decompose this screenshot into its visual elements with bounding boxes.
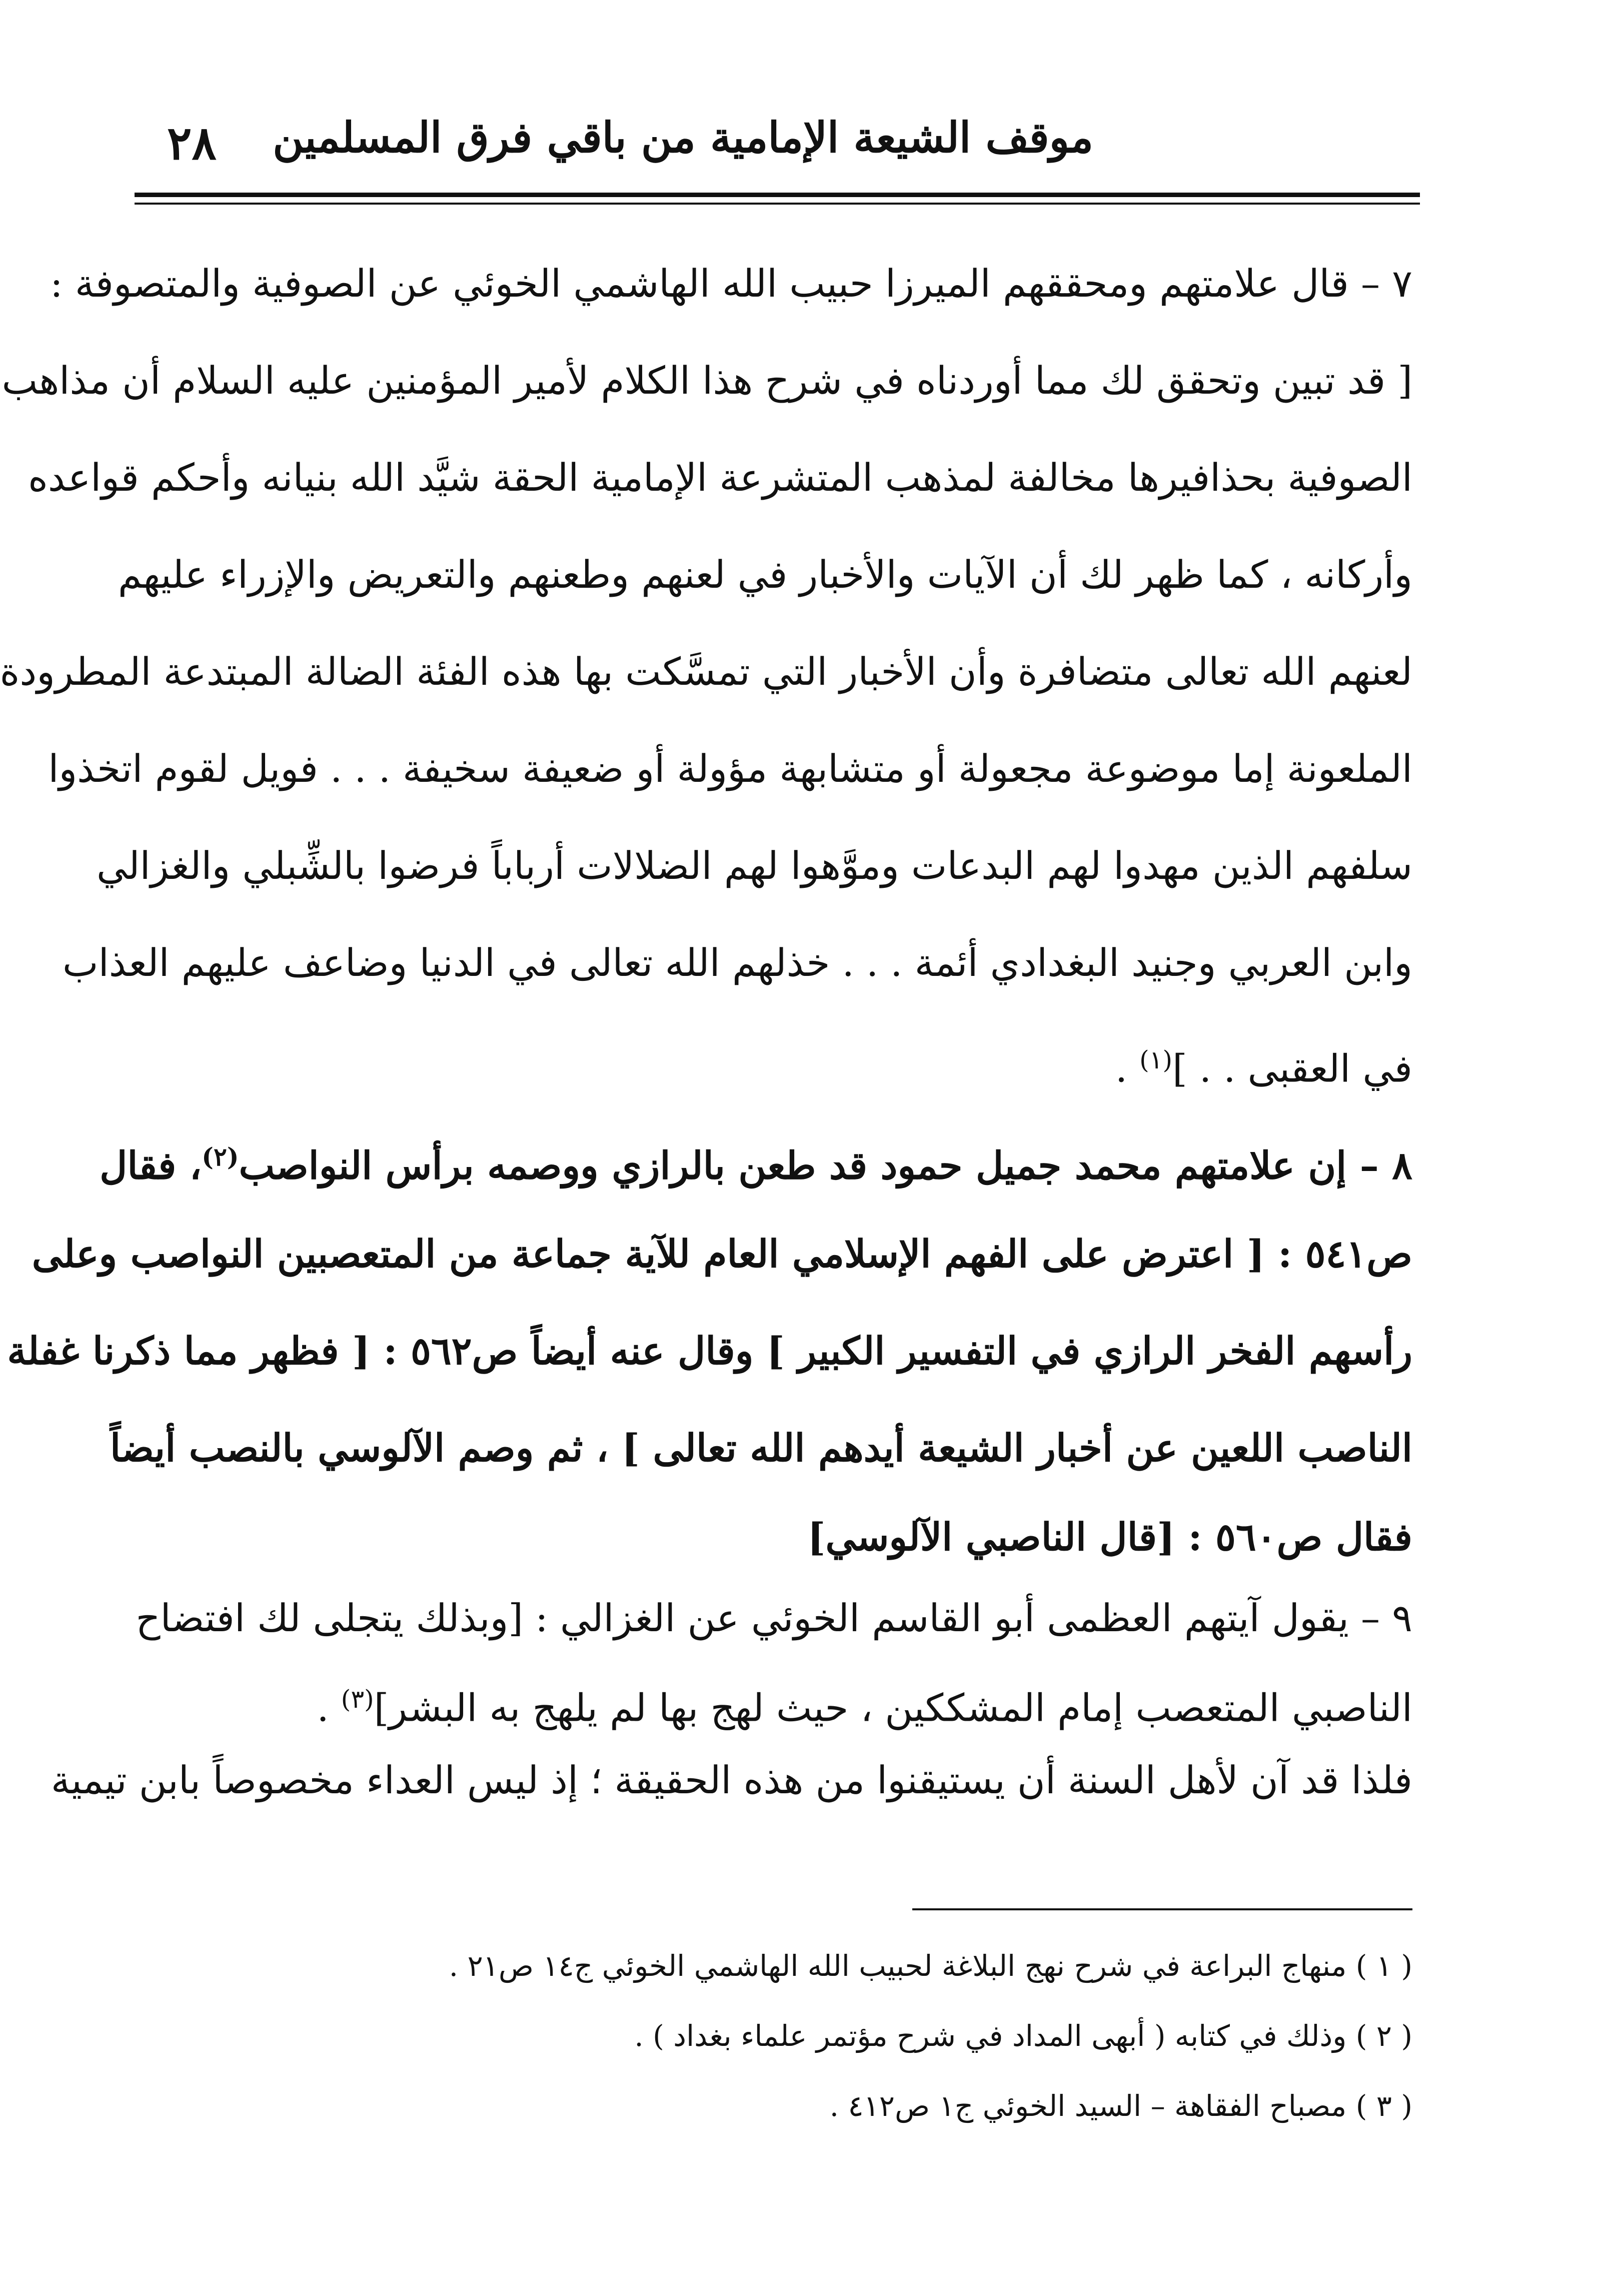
footnote-1: ( ١ ) منهاج البراعة في شرح نهج البلاغة لحبيب الله الهاشمي الخوئي ج١٤ ص٢١ . — [449, 1949, 1412, 1983]
running-title: موقف الشيعة الإمامية من باقي فرق المسلمين — [273, 113, 1093, 162]
text-line: الملعونة إما موضوعة مجعولة أو متشابهة مؤولة أو ضعيفة سخيفة . . . فويل لقوم اتخذوا — [48, 746, 1412, 791]
period: . — [1115, 1046, 1127, 1091]
period: . — [317, 1685, 329, 1730]
text-line: وأركانه ، كما ظهر لك أن الآيات والأخبار في لعنهم وطعنهم والتعريض والإزراء عليهم — [118, 552, 1412, 597]
text-line: الناصب اللعين عن أخبار الشيعة أيدهم الله تعالى ] ، ثم وصم الآلوسي بالنصب أيضاً — [110, 1426, 1412, 1470]
text-line: رأسهم الفخر الرازي في التفسير الكبير ] وقال عنه أيضاً ص٥٦٢ : [ فظهر مما ذكرنا غفلة — [7, 1329, 1412, 1373]
text-segment: في العقبى . . ] — [1172, 1046, 1412, 1091]
text-segment: ٨ – إن علامتهم محمد جميل حمود قد طعن بالرازي ووصمه برأس النواصب — [239, 1143, 1412, 1188]
text-segment: ، فقال — [100, 1143, 202, 1188]
footnote-2: ( ٢ ) وذلك في كتابه ( أبهى المداد في شرح مؤتمر علماء بغداد ) . — [634, 2019, 1412, 2053]
body-text — [0, 235, 1412, 1821]
text-line: الصوفية بحذافيرها مخالفة لمذهب المتشرعة الإمامية الحقة شيَّد الله بنيانه وأحكم قواعده — [28, 455, 1412, 500]
page-number: ٢٨ — [167, 116, 217, 170]
footnote-marker: (١) — [1139, 1045, 1173, 1074]
text-line-with-footnote — [162, 1011, 1412, 1108]
text-line: ٩ – يقول آيتهم العظمى أبو القاسم الخوئي عن الغزالي : [وبذلك يتجلى لك افتضاح — [136, 1596, 1412, 1640]
footnote-marker: (٣) — [341, 1685, 374, 1714]
text-line: ٧ – قال علامتهم ومحققهم الميرزا حبيب الله الهاشمي الخوئي عن الصوفية والمتصوفة : — [50, 261, 1412, 306]
text-line: ص٥٤١ : [ اعترض على الفهم الإسلامي العام للآية جماعة من المتعصبين النواصب وعلى — [32, 1232, 1412, 1276]
text-line: فلذا قد آن لأهل السنة أن يستيقنوا من هذه الحقيقة ؛ إذ ليس العداء مخصوصاً بابن تيمية — [51, 1758, 1412, 1802]
text-line: لعنهم الله تعالى متضافرة وأن الأخبار التي تمسَّكت بها هذه الفئة الضالة المبتدعة المطرودة — [0, 649, 1412, 694]
header-rule-thick — [135, 193, 1420, 197]
text-line: فقال ص٥٦٠ : [قال الناصبي الآلوسي] — [807, 1515, 1412, 1559]
header-rule-thin — [135, 203, 1420, 205]
footnotes — [162, 1931, 1412, 2141]
footnote-separator — [912, 1908, 1412, 1910]
text-line-with-footnote — [100, 1108, 1412, 1206]
footnote-marker: (٢) — [202, 1142, 239, 1172]
text-line: [ قد تبين وتحقق لك مما أوردناه في شرح هذا الكلام لأمير المؤمنين عليه السلام أن مذاهب — [2, 358, 1412, 403]
text-segment: الناصبي المتعصب إمام المشككين ، حيث لهج بها لم يلهج به البشر] — [374, 1685, 1412, 1730]
text-line-with-footnote — [162, 1659, 1412, 1740]
text-line: وابن العربي وجنيد البغدادي أئمة . . . خذلهم الله تعالى في الدنيا وضاعف عليهم العذاب — [63, 940, 1412, 985]
text-line: سلفهم الذين مهدوا لهم البدعات وموَّهوا لهم الضلالات أرباباً فرضوا بالشِّبلي والغزالي — [97, 843, 1412, 888]
footnote-3: ( ٣ ) مصباح الفقاهة – السيد الخوئي ج١ ص٤١٢ . — [829, 2089, 1412, 2123]
